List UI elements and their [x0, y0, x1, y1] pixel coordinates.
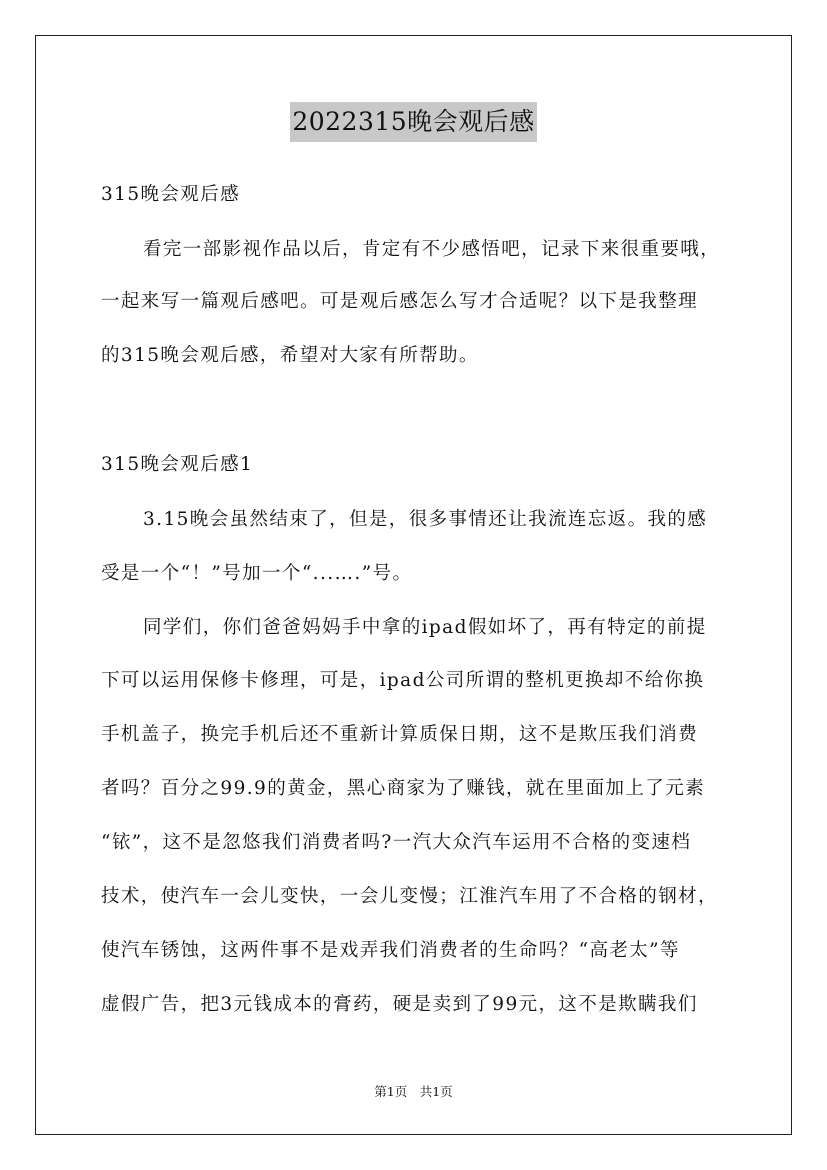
title-container — [0, 102, 827, 142]
page-footer: 第1页 共1页 — [374, 1084, 453, 1099]
paragraph-line: 的315晚会观后感，希望对大家有所帮助。 — [101, 345, 479, 366]
paragraph-line: 3.15晚会虽然结束了，但是，很多事情还让我流连忘返。我的感 — [143, 509, 708, 530]
paragraph-line: 受是一个“！”号加一个“...….”号。 — [101, 563, 413, 584]
subheading: 315晚会观后感 — [101, 184, 241, 205]
paragraph-line: 看完一部影视作品以后，肯定有不少感悟吧，记录下来很重要哦， — [143, 239, 721, 260]
section-heading: 315晚会观后感1 — [101, 454, 254, 475]
document-title: 2022315晚会观后感 — [290, 102, 536, 142]
paragraph-line: 虚假广告，把3元钱成本的膏药，硬是卖到了99元，这不是欺瞒我们 — [101, 994, 698, 1015]
paragraph-line: 手机盖子，换完手机后还不重新计算质保日期，这不是欺压我们消费 — [101, 724, 699, 745]
paragraph-line: 下可以运用保修卡修理，可是，ipad公司所谓的整机更换却不给你换 — [101, 670, 705, 691]
paragraph-line: 一起来写一篇观后感吧。可是观后感怎么写才合适呢？以下是我整理 — [101, 291, 699, 312]
paragraph-line: “铱”，这不是忽悠我们消费者吗?一汽大众汽车运用不合格的变速档 — [101, 832, 692, 853]
paragraph-line: 同学们，你们爸爸妈妈手中拿的ipad假如坏了，再有特定的前提 — [143, 617, 707, 638]
paragraph-line: 者吗？百分之99.9的黄金，黑心商家为了赚钱，就在里面加上了元素 — [101, 778, 705, 799]
paragraph-line: 技术，使汽车一会儿变快，一会儿变慢；江淮汽车用了不合格的钢材， — [101, 886, 718, 907]
paragraph-line: 使汽车锈蚀，这两件事不是戏弄我们消费者的生命吗？“高老太”等 — [101, 940, 680, 961]
